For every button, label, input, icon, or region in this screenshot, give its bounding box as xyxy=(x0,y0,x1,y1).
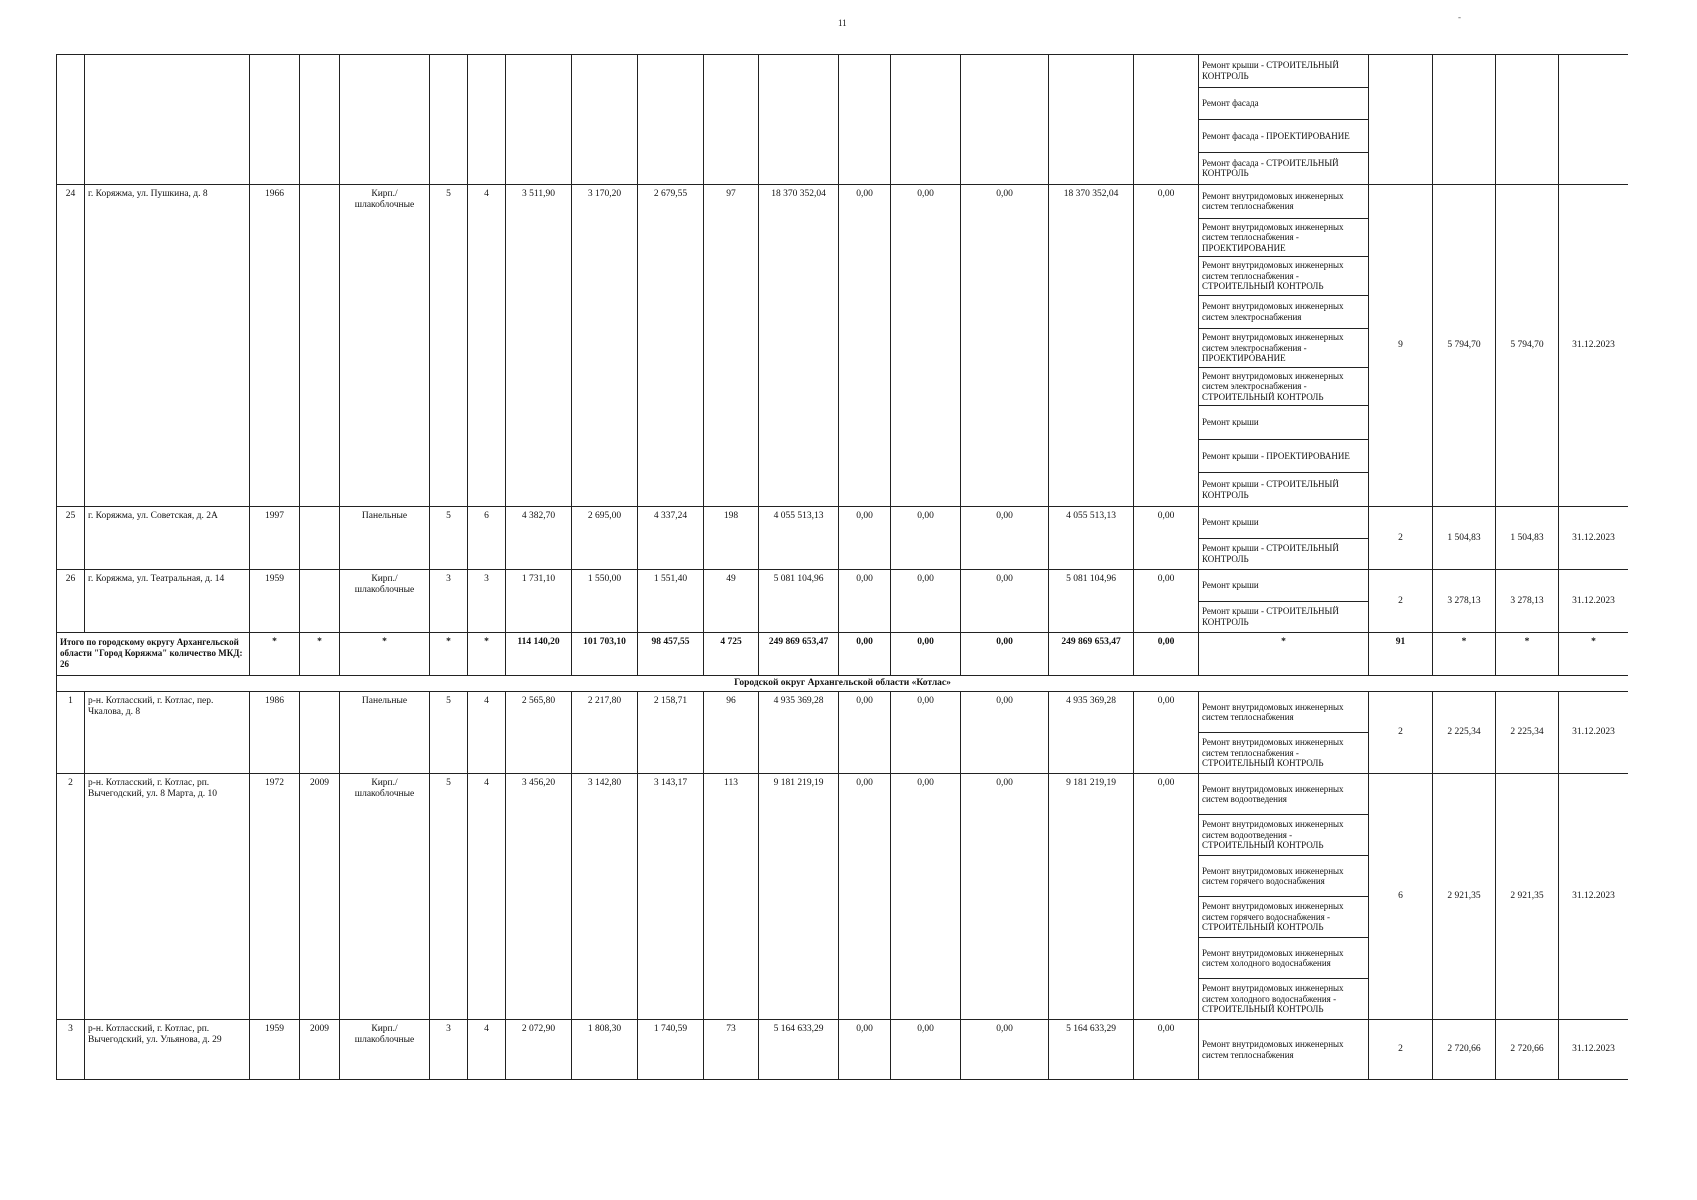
unit-cost-limit-cell: 1 504,83 xyxy=(1496,507,1559,570)
work-item: Ремонт крыши xyxy=(1199,507,1368,539)
total-area-cell: 3 456,20 xyxy=(506,774,572,1020)
wall-material-cell: Кирп./ шлакоблочные xyxy=(340,1020,430,1080)
build-year-cell: 1986 xyxy=(250,692,300,774)
work-item: Ремонт фасада - ПРОЕКТИРОВАНИЕ xyxy=(1199,120,1368,153)
star-cell: * xyxy=(1496,633,1559,676)
residents-cell: 49 xyxy=(704,570,759,633)
works-count-cell: 9 xyxy=(1369,185,1433,507)
work-item: Ремонт внутридомовых инженерных систем теплоснабжения xyxy=(1199,185,1368,219)
deadline-cell: 31.12.2023 xyxy=(1559,507,1629,570)
total-f1: 0,00 xyxy=(839,633,891,676)
overhaul-year-cell xyxy=(300,185,340,507)
residents-cell: 73 xyxy=(704,1020,759,1080)
work-item: Ремонт внутридомовых инженерных систем теплоснабжения - СТРОИТЕЛЬНЫЙ КОНТРОЛЬ xyxy=(1199,257,1368,296)
section-title: Городской округ Архангельской области «Котлас» xyxy=(57,676,1629,692)
total-area-cell: 1 731,10 xyxy=(506,570,572,633)
cost-total-cell: 9 181 219,19 xyxy=(759,774,839,1020)
residential-area-cell: 1 740,59 xyxy=(638,1020,704,1080)
work-item: Ремонт внутридомовых инженерных систем электроснабжения - СТРОИТЕЛЬНЫЙ КОНТРОЛЬ xyxy=(1199,368,1368,407)
work-item: Ремонт внутридомовых инженерных систем электроснабжения - ПРОЕКТИРОВАНИЕ xyxy=(1199,329,1368,368)
table-row xyxy=(57,185,1629,507)
floors-cell: 5 xyxy=(430,507,468,570)
owner-funds-cell: 5 164 633,29 xyxy=(1049,1020,1134,1080)
floors-cell: 3 xyxy=(430,1020,468,1080)
total-area-cell: 4 382,70 xyxy=(506,507,572,570)
work-item: Ремонт внутридомовых инженерных систем водоотведения xyxy=(1199,774,1368,815)
works-count-cell: 2 xyxy=(1369,570,1433,633)
fund-cell: 0,00 xyxy=(839,185,891,507)
fund-cell: 0,00 xyxy=(891,507,961,570)
living-area-cell: 2 695,00 xyxy=(572,507,638,570)
wall-material-cell: Панельные xyxy=(340,507,430,570)
empty-cell xyxy=(1049,55,1134,185)
unit-cost-cell: 3 278,13 xyxy=(1433,570,1496,633)
build-year-cell: 1959 xyxy=(250,570,300,633)
row-number: 24 xyxy=(57,185,85,507)
empty-cell xyxy=(340,55,430,185)
living-area-cell: 1 550,00 xyxy=(572,570,638,633)
overhaul-year-cell xyxy=(300,692,340,774)
work-item: Ремонт внутридомовых инженерных систем теплоснабжения - СТРОИТЕЛЬНЫЙ КОНТРОЛЬ xyxy=(1202,737,1344,769)
residents-cell: 96 xyxy=(704,692,759,774)
entrances-cell: 4 xyxy=(468,185,506,507)
fund-cell: 0,00 xyxy=(1134,185,1199,507)
address-cell: г. Коряжма, ул. Театральная, д. 14 xyxy=(85,570,250,633)
fund-cell: 0,00 xyxy=(1134,1020,1199,1080)
work-item: Ремонт внутридомовых инженерных систем горячего водоснабжения - СТРОИТЕЛЬНЫЙ КОНТРОЛЬ xyxy=(1199,897,1368,938)
fund-cell: 0,00 xyxy=(1134,570,1199,633)
address-cell: р-н. Котласский, г. Котлас, рп. Вычегодский, ул. 8 Марта, д. 10 xyxy=(85,774,250,1020)
fund-cell: 0,00 xyxy=(961,774,1049,1020)
star-cell: * xyxy=(250,633,300,676)
cost-total-cell: 5 164 633,29 xyxy=(759,1020,839,1080)
star-cell: * xyxy=(1559,633,1629,676)
living-area-cell: 2 217,80 xyxy=(572,692,638,774)
fund-cell: 0,00 xyxy=(839,570,891,633)
unit-cost-limit-cell: 5 794,70 xyxy=(1496,185,1559,507)
unit-cost-limit-cell: 2 225,34 xyxy=(1496,692,1559,774)
empty-cell xyxy=(468,55,506,185)
residential-area-cell: 3 143,17 xyxy=(638,774,704,1020)
entrances-cell: 4 xyxy=(468,692,506,774)
table-row xyxy=(57,55,1629,185)
residents-cell: 198 xyxy=(704,507,759,570)
total-f3: 0,00 xyxy=(961,633,1049,676)
row-number: 1 xyxy=(57,692,85,774)
empty-cell xyxy=(1433,55,1496,185)
section-header-row xyxy=(57,676,1629,692)
work-item: Ремонт крыши xyxy=(1199,570,1368,602)
unit-cost-cell: 2 921,35 xyxy=(1433,774,1496,1020)
owner-funds-cell: 18 370 352,04 xyxy=(1049,185,1134,507)
works-count-cell: 2 xyxy=(1369,1020,1433,1080)
residential-area-cell: 4 337,24 xyxy=(638,507,704,570)
table-row xyxy=(57,774,1629,1020)
deadline-cell: 31.12.2023 xyxy=(1559,692,1629,774)
unit-cost-cell: 2 225,34 xyxy=(1433,692,1496,774)
star-cell: * xyxy=(468,633,506,676)
address-cell: г. Коряжма, ул. Советская, д. 2А xyxy=(85,507,250,570)
entrances-cell: 3 xyxy=(468,570,506,633)
cost-total-cell: 5 081 104,96 xyxy=(759,570,839,633)
work-item: Ремонт внутридомовых инженерных систем горячего водоснабжения xyxy=(1199,856,1368,897)
build-year-cell: 1997 xyxy=(250,507,300,570)
work-item: Ремонт крыши - СТРОИТЕЛЬНЫЙ КОНТРОЛЬ xyxy=(1202,479,1339,500)
empty-cell xyxy=(1496,55,1559,185)
unit-cost-cell: 1 504,83 xyxy=(1433,507,1496,570)
fund-cell: 0,00 xyxy=(961,570,1049,633)
total-residents: 4 725 xyxy=(704,633,759,676)
owner-funds-cell: 5 081 104,96 xyxy=(1049,570,1134,633)
total-area-cell: 2 072,90 xyxy=(506,1020,572,1080)
overhaul-year-cell xyxy=(300,507,340,570)
total-row xyxy=(57,633,1629,676)
build-year-cell: 1972 xyxy=(250,774,300,1020)
work-item: Ремонт внутридомовых инженерных систем теплоснабжения xyxy=(1199,692,1368,733)
star-cell: * xyxy=(300,633,340,676)
works-list-cell xyxy=(1199,507,1369,570)
deadline-cell: 31.12.2023 xyxy=(1559,1020,1629,1080)
work-item: Ремонт внутридомовых инженерных систем холодного водоснабжения - СТРОИТЕЛЬНЫЙ КОНТРОЛЬ xyxy=(1202,983,1344,1015)
table-row xyxy=(57,570,1629,633)
works-list-cell xyxy=(1199,570,1369,633)
address-cell: р-н. Котласский, г. Котлас, пер. Чкалова, д. 8 xyxy=(85,692,250,774)
fund-cell: 0,00 xyxy=(891,774,961,1020)
empty-cell xyxy=(572,55,638,185)
works-list xyxy=(1199,507,1368,569)
empty-cell xyxy=(250,55,300,185)
program-table-sheet xyxy=(56,54,1628,1112)
cost-total-cell: 4 055 513,13 xyxy=(759,507,839,570)
work-item: Ремонт крыши - СТРОИТЕЛЬНЫЙ КОНТРОЛЬ xyxy=(1202,543,1339,564)
overhaul-year-cell: 2009 xyxy=(300,1020,340,1080)
empty-cell xyxy=(506,55,572,185)
unit-cost-cell: 2 720,66 xyxy=(1433,1020,1496,1080)
floors-cell: 5 xyxy=(430,774,468,1020)
entrances-cell: 6 xyxy=(468,507,506,570)
wall-material-cell: Кирп./ шлакоблочные xyxy=(340,570,430,633)
fund-cell: 0,00 xyxy=(839,774,891,1020)
empty-cell xyxy=(85,55,250,185)
work-item: Ремонт крыши xyxy=(1199,406,1368,440)
row-number: 2 xyxy=(57,774,85,1020)
work-item: Ремонт внутридомовых инженерных систем водоотведения - СТРОИТЕЛЬНЫЙ КОНТРОЛЬ xyxy=(1199,815,1368,856)
repair-program-table xyxy=(56,54,1628,1080)
unit-cost-limit-cell: 2 921,35 xyxy=(1496,774,1559,1020)
works-list xyxy=(1199,692,1368,773)
empty-cell xyxy=(1559,55,1629,185)
table-row xyxy=(57,1020,1629,1080)
fund-cell: 0,00 xyxy=(961,1020,1049,1080)
total-cost-total: 249 869 653,47 xyxy=(759,633,839,676)
wall-material-cell: Панельные xyxy=(340,692,430,774)
works-list xyxy=(1199,1020,1368,1079)
work-item: Ремонт крыши - СТРОИТЕЛЬНЫЙ КОНТРОЛЬ xyxy=(1199,55,1368,88)
address-cell: г. Коряжма, ул. Пушкина, д. 8 xyxy=(85,185,250,507)
living-area-cell: 1 808,30 xyxy=(572,1020,638,1080)
fund-cell: 0,00 xyxy=(891,1020,961,1080)
works-list xyxy=(1199,774,1368,1019)
total-area-living: 101 703,10 xyxy=(572,633,638,676)
deadline-cell: 31.12.2023 xyxy=(1559,570,1629,633)
works-count-cell: 6 xyxy=(1369,774,1433,1020)
empty-cell xyxy=(839,55,891,185)
living-area-cell: 3 170,20 xyxy=(572,185,638,507)
star-cell: * xyxy=(430,633,468,676)
work-item: Ремонт внутридомовых инженерных систем теплоснабжения xyxy=(1202,1039,1344,1060)
fund-cell: 0,00 xyxy=(891,185,961,507)
residential-area-cell: 2 158,71 xyxy=(638,692,704,774)
fund-cell: 0,00 xyxy=(839,692,891,774)
overhaul-year-cell: 2009 xyxy=(300,774,340,1020)
works-list xyxy=(1199,185,1368,506)
entrances-cell: 4 xyxy=(468,1020,506,1080)
total-cost-own: 249 869 653,47 xyxy=(1049,633,1134,676)
fund-cell: 0,00 xyxy=(1134,692,1199,774)
build-year-cell: 1966 xyxy=(250,185,300,507)
residents-cell: 113 xyxy=(704,774,759,1020)
fund-cell: 0,00 xyxy=(1134,774,1199,1020)
living-area-cell: 3 142,80 xyxy=(572,774,638,1020)
fund-cell: 0,00 xyxy=(891,692,961,774)
build-year-cell: 1959 xyxy=(250,1020,300,1080)
star-cell: * xyxy=(1433,633,1496,676)
cost-total-cell: 18 370 352,04 xyxy=(759,185,839,507)
total-f2: 0,00 xyxy=(891,633,961,676)
work-item: Ремонт внутридомовых инженерных систем электроснабжения xyxy=(1199,296,1368,330)
empty-cell xyxy=(1369,55,1433,185)
unit-cost-cell: 5 794,70 xyxy=(1433,185,1496,507)
works-count-cell: 2 xyxy=(1369,507,1433,570)
corner-mark: - xyxy=(1458,12,1461,22)
total-f4: 0,00 xyxy=(1134,633,1199,676)
works-list-cell xyxy=(1199,692,1369,774)
owner-funds-cell: 9 181 219,19 xyxy=(1049,774,1134,1020)
floors-cell: 5 xyxy=(430,185,468,507)
empty-cell xyxy=(759,55,839,185)
row-number: 3 xyxy=(57,1020,85,1080)
empty-cell xyxy=(891,55,961,185)
floors-cell: 5 xyxy=(430,692,468,774)
page-number: 11 xyxy=(838,18,847,28)
empty-cell xyxy=(57,55,85,185)
residents-cell: 97 xyxy=(704,185,759,507)
table-row xyxy=(57,692,1629,774)
deadline-cell: 31.12.2023 xyxy=(1559,774,1629,1020)
total-area-cell: 2 565,80 xyxy=(506,692,572,774)
owner-funds-cell: 4 935 369,28 xyxy=(1049,692,1134,774)
fund-cell: 0,00 xyxy=(961,692,1049,774)
empty-cell xyxy=(1134,55,1199,185)
work-item: Ремонт крыши - ПРОЕКТИРОВАНИЕ xyxy=(1199,440,1368,474)
row-number: 25 xyxy=(57,507,85,570)
works-list-cell xyxy=(1199,185,1369,507)
works-count-cell: 2 xyxy=(1369,692,1433,774)
total-label: Итого по городскому округу Архангельской области "Город Коряжма" количество МКД: 26 xyxy=(57,633,250,676)
residential-area-cell: 1 551,40 xyxy=(638,570,704,633)
wall-material-cell: Кирп./ шлакоблочные xyxy=(340,774,430,1020)
works-list-cell xyxy=(1199,774,1369,1020)
work-item: Ремонт внутридомовых инженерных систем теплоснабжения - ПРОЕКТИРОВАНИЕ xyxy=(1199,219,1368,258)
works-list-continued xyxy=(1199,55,1368,184)
work-item: Ремонт фасада xyxy=(1199,88,1368,121)
fund-cell: 0,00 xyxy=(1134,507,1199,570)
fund-cell: 0,00 xyxy=(961,507,1049,570)
table-row xyxy=(57,507,1629,570)
works-list-cell xyxy=(1199,1020,1369,1080)
fund-cell: 0,00 xyxy=(839,1020,891,1080)
works-list-cell xyxy=(1199,55,1369,185)
owner-funds-cell: 4 055 513,13 xyxy=(1049,507,1134,570)
overhaul-year-cell xyxy=(300,570,340,633)
unit-cost-limit-cell: 2 720,66 xyxy=(1496,1020,1559,1080)
entrances-cell: 4 xyxy=(468,774,506,1020)
unit-cost-limit-cell: 3 278,13 xyxy=(1496,570,1559,633)
empty-cell xyxy=(961,55,1049,185)
total-works-count: 91 xyxy=(1369,633,1433,676)
fund-cell: 0,00 xyxy=(839,507,891,570)
works-list xyxy=(1199,570,1368,632)
cost-total-cell: 4 935 369,28 xyxy=(759,692,839,774)
address-cell: р-н. Котласский, г. Котлас, рп. Вычегодский, ул. Ульянова, д. 29 xyxy=(85,1020,250,1080)
work-item: Ремонт фасада - СТРОИТЕЛЬНЫЙ КОНТРОЛЬ xyxy=(1202,157,1339,179)
wall-material-cell: Кирп./ шлакоблочные xyxy=(340,185,430,507)
work-item: Ремонт крыши - СТРОИТЕЛЬНЫЙ КОНТРОЛЬ xyxy=(1202,606,1339,627)
total-area-total: 114 140,20 xyxy=(506,633,572,676)
total-area-cell: 3 511,90 xyxy=(506,185,572,507)
work-item: Ремонт внутридомовых инженерных систем холодного водоснабжения xyxy=(1199,938,1368,979)
star-cell: * xyxy=(1199,633,1369,676)
residential-area-cell: 2 679,55 xyxy=(638,185,704,507)
floors-cell: 3 xyxy=(430,570,468,633)
fund-cell: 0,00 xyxy=(961,185,1049,507)
total-area-res: 98 457,55 xyxy=(638,633,704,676)
empty-cell xyxy=(300,55,340,185)
star-cell: * xyxy=(340,633,430,676)
row-number: 26 xyxy=(57,570,85,633)
empty-cell xyxy=(430,55,468,185)
fund-cell: 0,00 xyxy=(891,570,961,633)
empty-cell xyxy=(704,55,759,185)
empty-cell xyxy=(638,55,704,185)
deadline-cell: 31.12.2023 xyxy=(1559,185,1629,507)
